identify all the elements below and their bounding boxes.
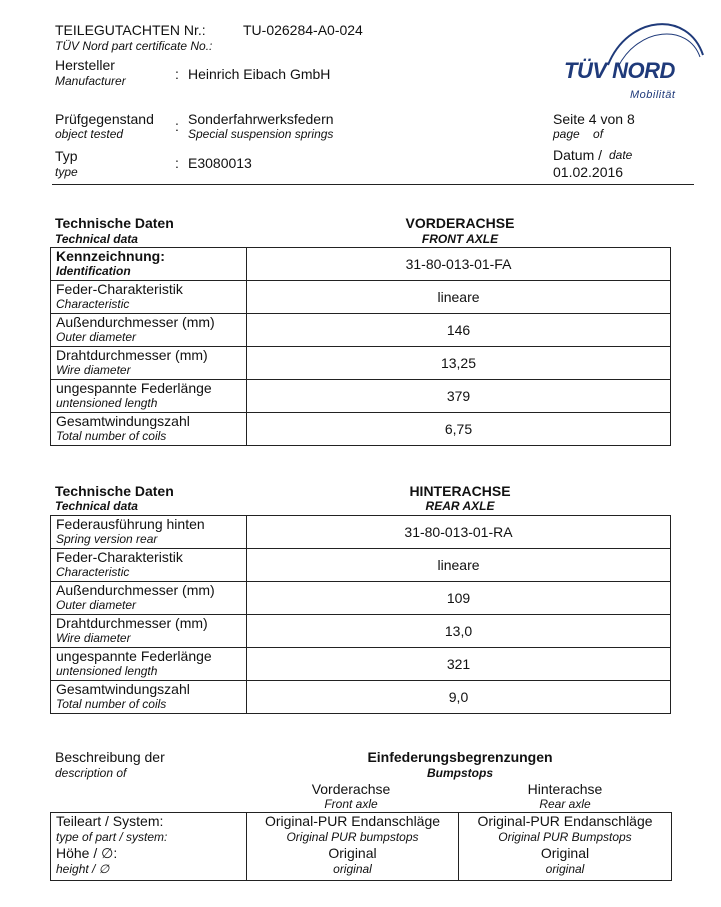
row-label-de: Kennzeichnung: [56, 248, 165, 264]
front-axle-table [50, 247, 671, 446]
table-row [51, 549, 671, 582]
row-label-de: Außendurchmesser (mm) [56, 582, 215, 598]
height-label-en: height / ∅ [56, 862, 110, 876]
row-value: 31-80-013-01-RA [247, 516, 671, 549]
bumpstop-rear-de: Hinterachse [527, 781, 603, 797]
table-row [51, 347, 671, 380]
row-label-en: Identification [56, 264, 131, 278]
bumpstop-desc-en: description of [55, 766, 127, 780]
manufacturer-label-en: Manufacturer [55, 74, 126, 88]
row-label-en: Outer diameter [56, 330, 137, 344]
cert-label-de: TEILEGUTACHTEN Nr.: [55, 22, 206, 38]
bumpstop-front-en: Front axle [324, 797, 378, 811]
rear-part-value-de: Original-PUR Endanschläge [477, 813, 653, 829]
row-value: 13,0 [247, 615, 671, 648]
front-heading-de: Technische Daten [55, 215, 174, 231]
table-row [51, 813, 672, 881]
front-heading-en: Technical data [55, 232, 138, 246]
row-label-de: Drahtdurchmesser (mm) [56, 615, 208, 631]
type-colon: : [175, 155, 179, 171]
bumpstop-table [50, 812, 672, 881]
front-part-value-en: Original PUR bumpstops [286, 830, 419, 844]
page-number-de: Seite 4 von 8 [553, 111, 635, 127]
table-row [51, 248, 671, 281]
row-label-de: Feder-Charakteristik [56, 281, 183, 297]
front-height-value-en: original [333, 862, 372, 876]
row-value: lineare [247, 549, 671, 582]
object-value-en: Special suspension springs [188, 127, 334, 141]
logo-subtitle: Mobilität [630, 89, 676, 101]
row-value: 6,75 [247, 413, 671, 446]
bumpstop-desc-de: Beschreibung der [55, 749, 165, 765]
row-label-de: Gesamtwindungszahl [56, 681, 190, 697]
front-part-value-de: Original-PUR Endanschläge [264, 813, 441, 829]
row-label-en: Total number of coils [56, 697, 167, 711]
table-row [51, 615, 671, 648]
bumpstop-front-de: Vorderachse [311, 781, 391, 797]
part-label-en: type of part / system: [56, 830, 168, 844]
manufacturer-colon: : [175, 66, 179, 82]
table-row [51, 516, 671, 549]
object-value-de: Sonderfahrwerksfedern [188, 111, 334, 127]
front-axle-de: VORDERACHSE [405, 215, 515, 231]
header-divider [52, 184, 694, 185]
table-row [51, 413, 671, 446]
row-label-en: untensioned length [56, 664, 158, 678]
front-axle-en: FRONT AXLE [421, 232, 499, 246]
manufacturer-label-de: Hersteller [55, 57, 115, 73]
row-value: 321 [247, 648, 671, 681]
rear-heading-en: Technical data [55, 499, 138, 513]
logo-wordmark: TÜV NORD [564, 58, 675, 83]
row-label-en: Total number of coils [56, 429, 167, 443]
row-value: 31-80-013-01-FA [247, 248, 671, 281]
row-label-de: Federausführung hinten [56, 516, 205, 532]
rear-axle-de: HINTERACHSE [409, 483, 511, 499]
table-row [51, 314, 671, 347]
row-value: 109 [247, 582, 671, 615]
row-label-de: ungespannte Federlänge [56, 380, 212, 396]
row-value: 379 [247, 380, 671, 413]
row-label-de: Drahtdurchmesser (mm) [56, 347, 208, 363]
table-row [51, 681, 671, 714]
row-label-de: Gesamtwindungszahl [56, 413, 190, 429]
row-label-en: Wire diameter [56, 363, 131, 377]
date-value: 01.02.2016 [553, 164, 624, 180]
part-label-de: Teileart / System: [56, 813, 164, 829]
rear-axle-en: REAR AXLE [425, 499, 495, 513]
object-label-en: object tested [55, 127, 124, 141]
row-label-en: Spring version rear [56, 532, 158, 546]
row-label-en: Characteristic [56, 297, 130, 311]
type-label-en: type [55, 165, 78, 179]
rear-height-value-de: Original [540, 845, 590, 861]
date-label-en: date [609, 148, 633, 162]
front-height-value-de: Original [328, 845, 377, 861]
row-label-de: Außendurchmesser (mm) [56, 314, 215, 330]
row-label-en: Characteristic [56, 565, 130, 579]
cert-label-en: TÜV Nord part certificate No.: [55, 39, 213, 53]
row-label-de: ungespannte Federlänge [56, 648, 212, 664]
bumpstop-rear-en: Rear axle [539, 797, 591, 811]
date-label-de: Datum / [553, 147, 603, 163]
page-number-en: page of [553, 127, 604, 141]
rear-heading-de: Technische Daten [55, 483, 174, 499]
bumpstop-title-en: Bumpstops [427, 766, 493, 780]
type-label-de: Typ [55, 148, 78, 164]
table-row [51, 648, 671, 681]
rear-height-value-en: original [545, 862, 585, 876]
row-value: 13,25 [247, 347, 671, 380]
row-value: 9,0 [247, 681, 671, 714]
bumpstop-title-de: Einfederungsbegrenzungen [367, 749, 553, 765]
object-label-de: Prüfgegenstand [55, 111, 154, 127]
table-row [51, 582, 671, 615]
row-value: lineare [247, 281, 671, 314]
row-label-de: Feder-Charakteristik [56, 549, 183, 565]
row-label-en: untensioned length [56, 396, 158, 410]
table-row [51, 380, 671, 413]
cert-number: TU-026284-A0-024 [243, 22, 363, 38]
rear-axle-table [50, 515, 671, 714]
height-label-de: Höhe / ∅: [56, 845, 118, 861]
row-label-en: Outer diameter [56, 598, 137, 612]
table-row [51, 281, 671, 314]
rear-part-value-en: Original PUR Bumpstops [498, 830, 632, 844]
row-value: 146 [247, 314, 671, 347]
object-colon: : [175, 118, 179, 134]
manufacturer-value: Heinrich Eibach GmbH [188, 66, 331, 82]
row-label-en: Wire diameter [56, 631, 131, 645]
type-value: E3080013 [188, 155, 252, 171]
